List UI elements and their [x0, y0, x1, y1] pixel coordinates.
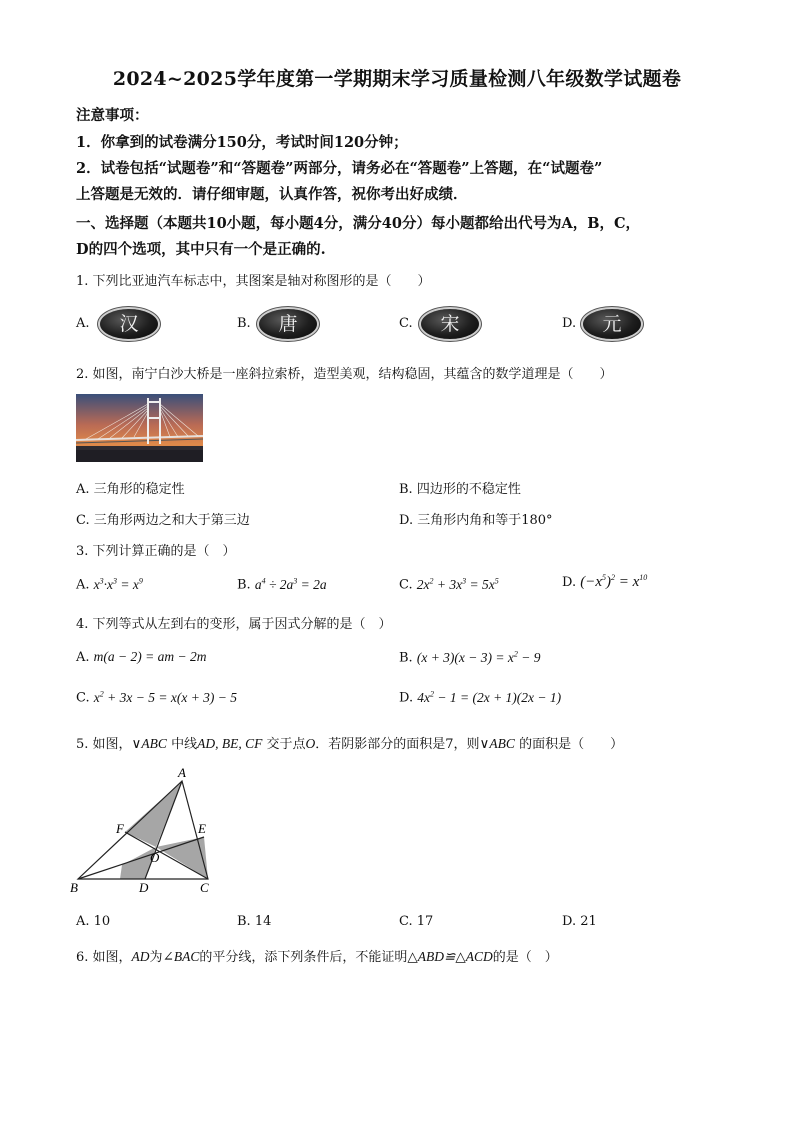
q3-option-b [237, 576, 327, 593]
question-4-stem: 4. 下列等式从左到右的变形，属于因式分解的是（ ） [76, 617, 392, 632]
q5-triangle-figure [70, 765, 220, 897]
q3-option-a [76, 576, 143, 593]
logo-glyph: 唐 [278, 313, 298, 335]
point-label: D [139, 880, 149, 895]
option-label: B. [399, 650, 413, 666]
q2-option-a: A. 三角形的稳定性 [76, 482, 185, 497]
point-label: F [116, 821, 124, 836]
q1-option-a-label: A. [76, 316, 90, 331]
stem-part: ．若阴影部分的面积是7，则 [315, 737, 480, 752]
q2-option-d: D. 三角形内角和等于180° [399, 513, 553, 528]
logo-glyph: 宋 [440, 313, 460, 335]
q5-option-c: C. 17 [399, 914, 434, 929]
option-label: D. [399, 690, 414, 706]
formula: $x^3\cdot x^3 = x^9$ [93, 576, 143, 592]
q5-option-b: B. 14 [237, 914, 272, 929]
q4-option-b [399, 649, 541, 666]
congruence: △ABD≌△ACD [407, 949, 493, 964]
stem-part: 为 [149, 950, 163, 965]
stem-part: 的是（ ） [492, 950, 558, 965]
q3-option-c [399, 576, 499, 593]
q4-option-d [399, 689, 561, 706]
formula: $x^2 + 3x - 5 = x(x + 3) - 5$ [93, 689, 238, 705]
question-3-stem: 3. 下列计算正确的是（ ） [76, 544, 236, 559]
question-1-stem: 1. 下列比亚迪汽车标志中，其图案是轴对称图形的是（ ） [76, 274, 431, 289]
point-label: E [198, 821, 206, 836]
shaded-region [156, 837, 208, 879]
formula: $2x^2 + 3x^3 = 5x^5$ [416, 576, 499, 592]
q2-option-c: C. 三角形两边之和大于第三边 [76, 513, 250, 528]
notes-heading: 注意事项： [76, 107, 149, 124]
byd-song-logo [421, 309, 479, 339]
angle-bac: ∠BAC [162, 949, 200, 964]
q2-option-b: B. 四边形的不稳定性 [399, 482, 521, 497]
notes-line-1: 1．你拿到的试卷满分150分，考试时间120分钟； [76, 134, 408, 151]
option-label: C. [399, 577, 413, 593]
formula: m(a − 2) = am − 2m [93, 649, 207, 664]
formula: $4x^2 - 1 = (2x + 1)(2x - 1)$ [417, 689, 562, 705]
question-5-stem [76, 733, 623, 752]
option-label: C. [76, 690, 90, 706]
option-label: D. [562, 575, 577, 590]
byd-yuan-logo [583, 309, 641, 339]
formula: $a^4 \div 2a^3 = 2a$ [254, 576, 327, 592]
formula: $(-x^5)^2 = x^{10}$ [580, 573, 648, 590]
vertex-label: C [200, 880, 209, 895]
byd-tang-logo [259, 309, 317, 339]
notes-line-2b: 上答题是无效的．请仔细审题，认真作答，祝你考出好成绩． [76, 186, 468, 203]
question-6-stem [76, 946, 558, 965]
q5-option-a: A. 10 [76, 914, 111, 929]
stem-part: 的平分线，添下列条件后，不能证明 [199, 950, 408, 965]
option-label: A. [76, 650, 90, 665]
point-label: O [150, 850, 160, 865]
bridge-illustration [76, 394, 203, 462]
question-2-stem: 2. 如图，南宁白沙大桥是一座斜拉索桥，造型美观，结构稳固，其蕴含的数学道理是（ ） [76, 367, 613, 382]
q1-option-c-label: C. [399, 316, 413, 331]
stem-part: 交于点 [266, 737, 306, 752]
stem-part: 中线 [171, 737, 198, 752]
formula: $(x + 3)(x - 3) = x^2 - 9$ [416, 649, 541, 665]
triangle-abc: ∨ABC [479, 736, 515, 751]
logo-glyph: 元 [602, 313, 622, 335]
q4-option-c [76, 689, 237, 706]
stem-part: 6. 如图， [76, 950, 132, 965]
q5-option-d: D. 21 [562, 914, 597, 929]
option-label: A. [76, 577, 90, 593]
stem-part: 的面积是（ ） [519, 737, 624, 752]
stem-part: 5. 如图， [76, 737, 132, 752]
vertex-label: A [178, 765, 186, 780]
q1-option-b-label: B. [237, 316, 251, 331]
option-label: B. [237, 577, 251, 593]
segment-ad: AD [131, 949, 150, 964]
byd-han-logo [100, 309, 158, 339]
notes-line-2a: 2．试卷包括“试题卷”和“答题卷”两部分，请务必在“答题卷”上答题，在“试题卷” [76, 160, 603, 177]
section-heading-line-2: D的四个选项，其中只有一个是正确的. [76, 241, 326, 258]
bridge-photo [76, 394, 203, 462]
vertex-label: B [70, 880, 78, 895]
q1-option-d-label: D. [562, 316, 577, 331]
medians: AD, BE, CF [197, 736, 263, 751]
logo-glyph: 汉 [119, 313, 139, 335]
page-title: 2024~2025学年度第一学期期末学习质量检测八年级数学试题卷 [112, 68, 682, 90]
q3-option-d [562, 573, 647, 591]
triangle-abc: ∨ABC [131, 736, 167, 751]
q4-option-a [76, 649, 207, 665]
point-o: O [305, 736, 316, 751]
section-heading-line-1: 一、选择题（本题共10小题，每小题4分，满分40分）每小题都给出代号为A，B，C， [76, 215, 640, 232]
